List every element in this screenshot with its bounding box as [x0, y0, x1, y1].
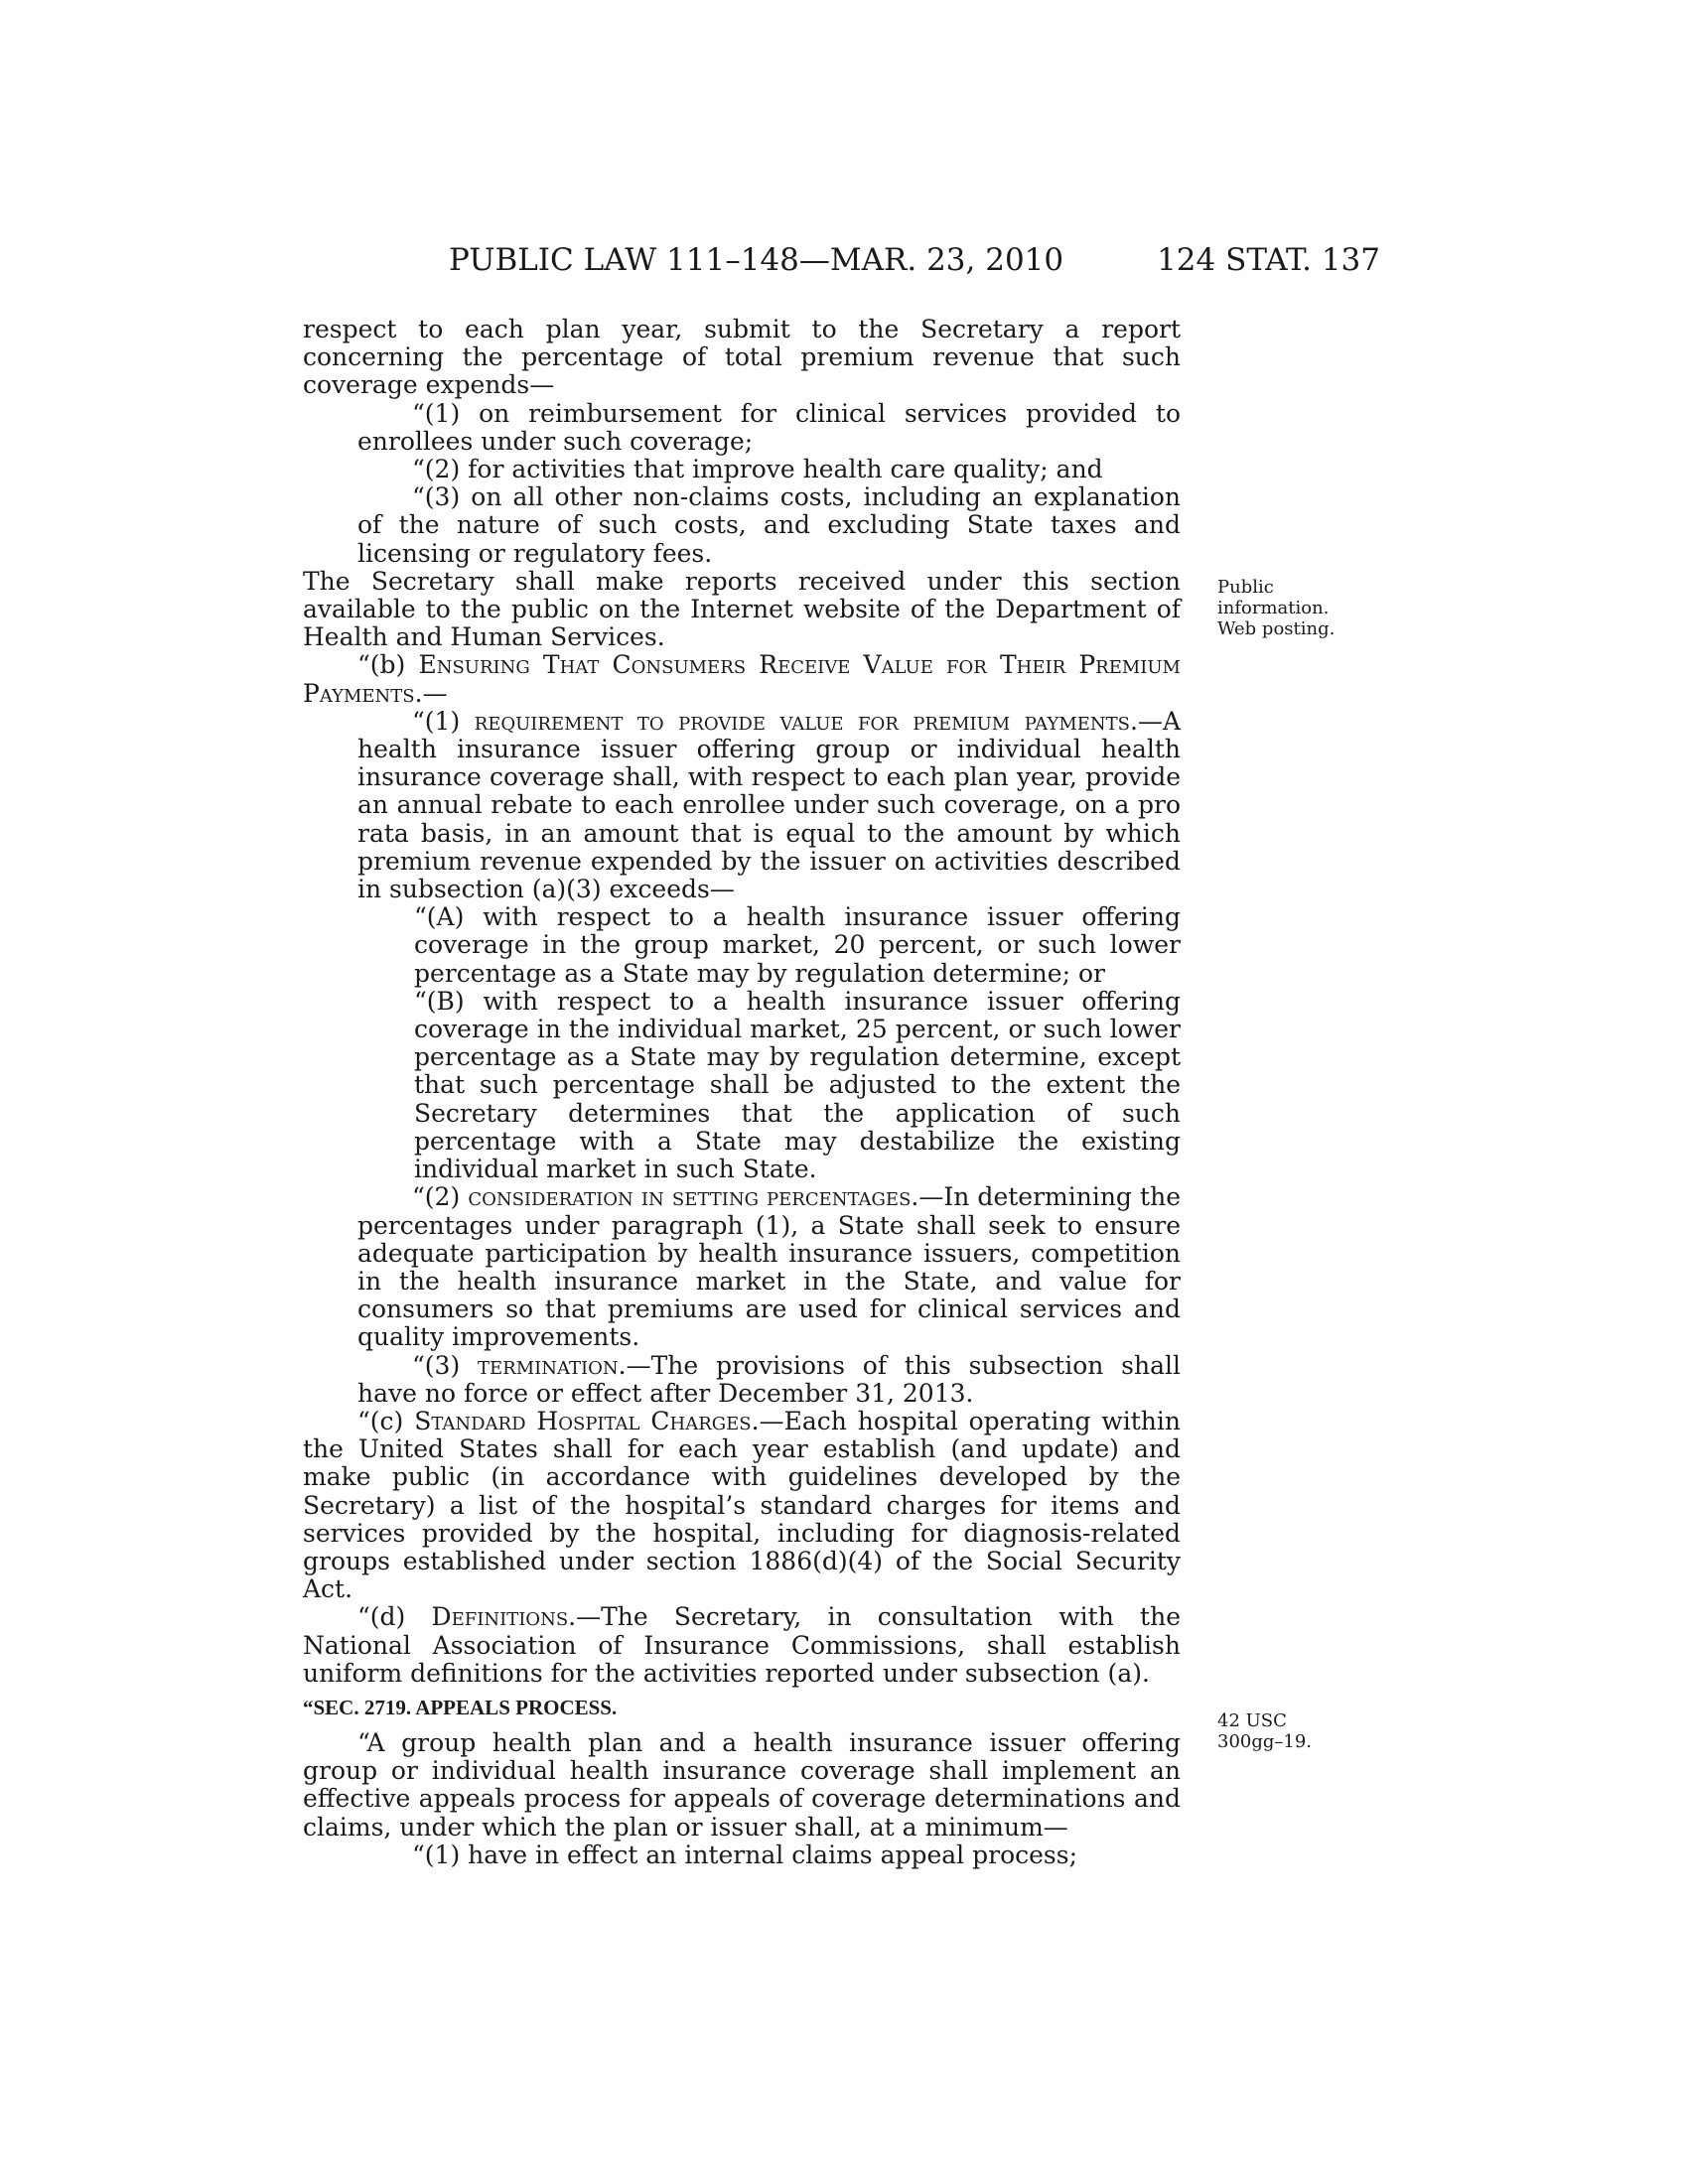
subsection-b-dash: — — [422, 678, 448, 708]
subsection-d — [303, 1603, 1181, 1688]
paragraph-b1-lead: “(1) — [412, 706, 475, 736]
paragraph-public-reports: The Secretary shall make reports received under this section available to the public on the Internet website of the Department of Health and Human Services. — [303, 566, 1181, 652]
subsection-c-text: —Each hospital operating within the United States shall for each year establish (and update) and make public (in accordance with guidelines developed by the Secretary) a list of the hospital’s standard charges for items and services provided by the hospital, including for diagnosis-related groups established under section 1886(d)(4) of the Social Security Act. — [303, 1406, 1181, 1604]
margin-note-usc-citation — [1217, 1710, 1376, 1752]
subsection-b-heading: Ensuring That Consumers Receive Value for Their Premium Payments. — [303, 650, 1181, 708]
margin-note-line: Public — [1217, 577, 1274, 598]
section-heading: “SEC. 2719. APPEALS PROCESS. — [303, 1695, 618, 1719]
margin-note-line: 42 USC — [1217, 1710, 1287, 1731]
paragraph-report: respect to each plan year, submit to the Secretary a report concerning the percentage of total premium revenue that such coverage expends— — [303, 315, 1181, 400]
subparagraph-b — [303, 988, 1181, 1183]
paragraph-b1 — [303, 708, 1181, 903]
clause-1: “(1) on reimbursement for clinical services provided to enrollees under such coverage; — [357, 398, 1181, 456]
running-title: PUBLIC LAW 111–148—MAR. 23, 2010 — [449, 242, 1064, 278]
paragraph-b2-heading: consideration in setting percentages. — [468, 1182, 919, 1212]
margin-note-public-information — [1217, 577, 1376, 639]
subparagraph-b-text: “(B) with respect to a health insurance issuer offering coverage in the individual market, 25 percent, or such lower percentage as a State may by regulation determine, except that such percentage shall be adjusted to the extent the Secretary determines that the application of such percentage with a State may destabilize the existing individual market in such State. — [414, 986, 1181, 1184]
paragraph-b3-heading: termination. — [478, 1350, 627, 1380]
subsection-d-text: —The Secretary, in consultation with the National Association of Insurance Commissions, shall establish uniform definitions for the activities reported under subsection (a). — [303, 1602, 1181, 1688]
subsection-c — [303, 1408, 1181, 1603]
clause-2: “(2) for activities that improve health care quality; and — [412, 455, 1103, 484]
subsection-b — [303, 651, 1181, 707]
subsection-c-heading: Standard Hospital Charges. — [414, 1406, 760, 1435]
margin-note-line: information. — [1217, 598, 1330, 618]
section-clause-1: “(1) have in effect an internal claims appeal process; — [412, 1840, 1078, 1869]
section-paragraph: “A group health plan and a health insurance issuer offering group or individual health insurance coverage shall implement an effective appeals process for appeals of coverage determinations and claims, under which the plan or issuer shall, at a minimum— — [303, 1727, 1181, 1842]
stat-page-number: 124 STAT. 137 — [1157, 242, 1380, 278]
body-text — [303, 316, 1181, 1869]
paragraph-b3-text: —The provisions of this subsection shall have no force or effect after December 31, 2013. — [357, 1350, 1181, 1408]
paragraph-b3-lead: “(3) — [412, 1350, 479, 1380]
subsection-d-heading: Definitions. — [431, 1602, 577, 1632]
paragraph-b1-text: —A health insurance issuer offering group or individual health insurance coverage shall, with respect to each plan year, provide an annual rebate to each enrollee under such coverage, on a pro rata basis, in an amount that is equal to the amount by which premium revenue expended by the issuer on activities described in subsection (a)(3) exceeds— — [357, 706, 1181, 904]
subsection-d-lead: “(d) — [357, 1602, 432, 1632]
paragraph-b3 — [303, 1352, 1181, 1408]
clause-3: “(3) on all other non-claims costs, including an explanation of the nature of such costs, and excluding State taxes and licensing or regulatory fees. — [357, 482, 1181, 568]
subsection-b-lead: “(b) — [357, 650, 419, 680]
subparagraph-a-text: “(A) with respect to a health insurance issuer offering coverage in the group market, 20 percent, or such lower percentage as a State may by regulation determine; or — [414, 902, 1181, 988]
paragraph-b2-lead: “(2) — [412, 1182, 469, 1212]
margin-note-line: Web posting. — [1217, 618, 1336, 639]
paragraph-b2-text: —In determining the percentages under paragraph (1), a State shall seek to ensure adequate participation by health insurance issuers, competition in the health insurance market in the State, and value for consumers so that premiums are used for clinical services and quality improvements. — [357, 1182, 1181, 1352]
subsection-c-lead: “(c) — [357, 1406, 415, 1435]
paragraph-b1-heading: requirement to provide value for premium payments. — [474, 706, 1138, 736]
paragraph-b2 — [303, 1183, 1181, 1351]
subparagraph-a — [303, 903, 1181, 988]
margin-note-line: 300gg–19. — [1217, 1731, 1313, 1752]
